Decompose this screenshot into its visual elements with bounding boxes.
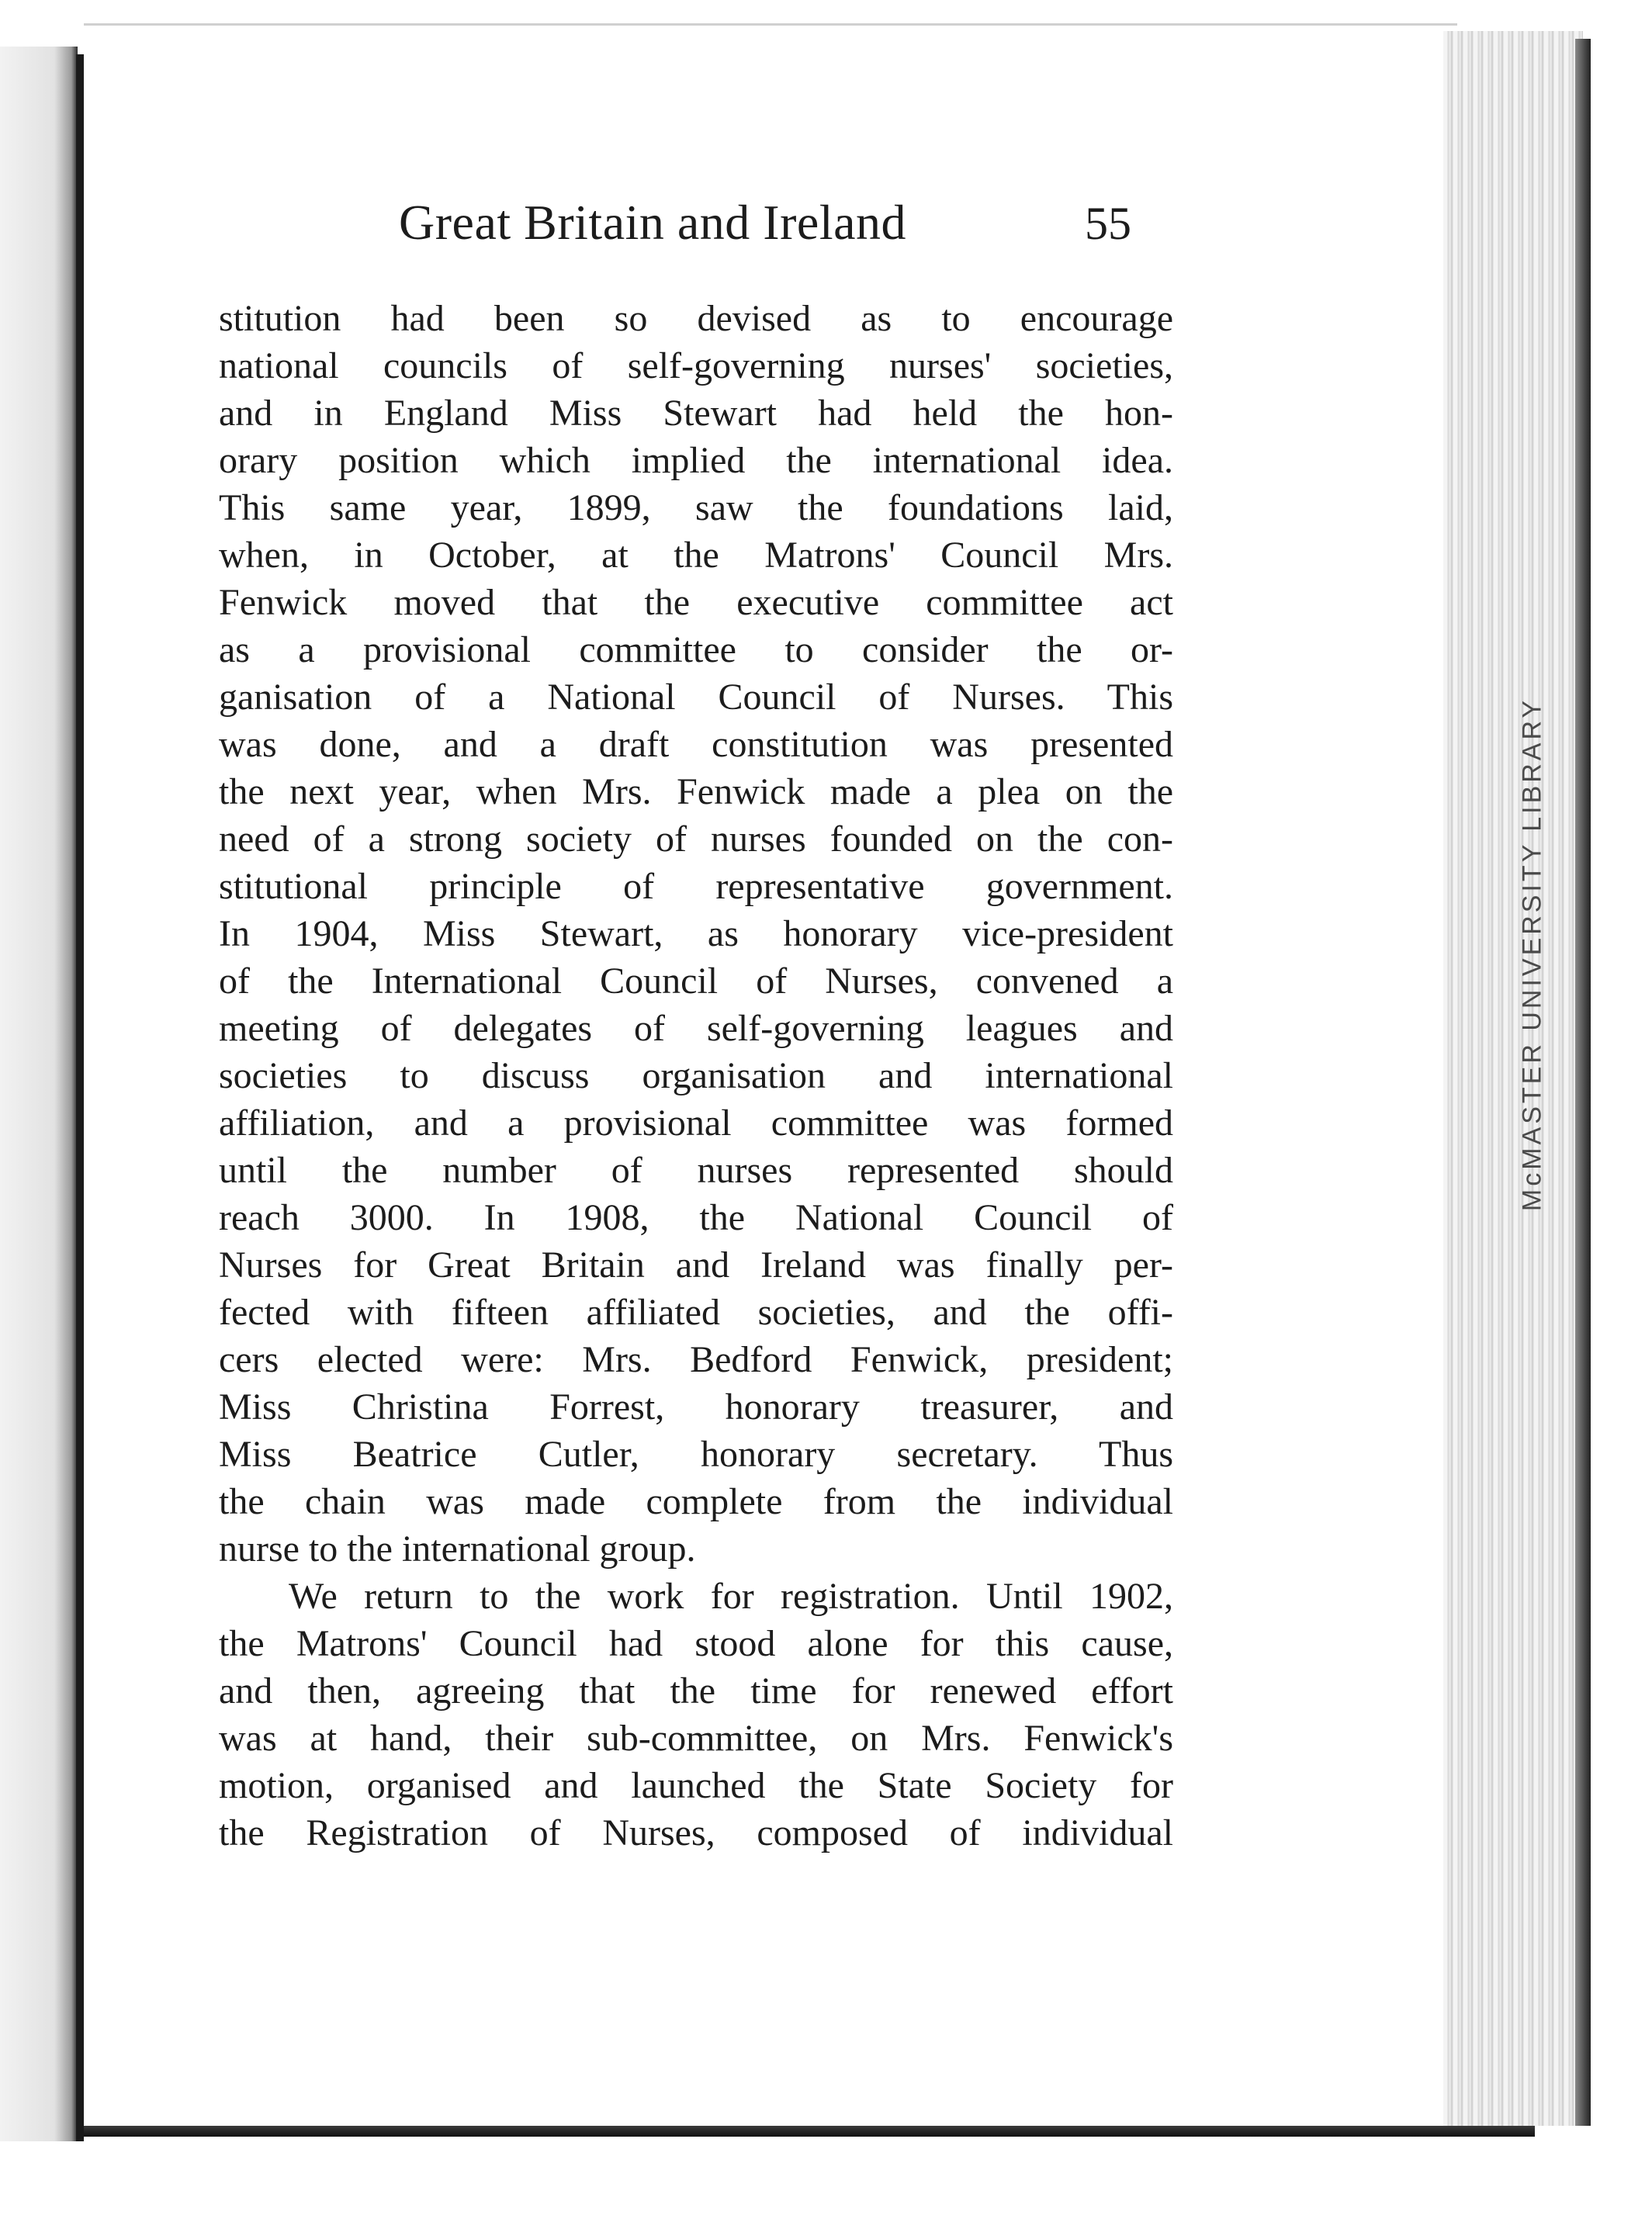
text-line: stitutional principle of representative government.: [219, 866, 1173, 907]
body-text: [219, 295, 1173, 1857]
text-line: of the International Council of Nurses, convened a: [219, 960, 1173, 1002]
page-number: 55: [1085, 198, 1131, 249]
text-line: nurse to the international group.: [219, 1528, 696, 1570]
text-line: Fenwick moved that the executive committee act: [219, 582, 1173, 623]
text-line: the chain was made complete from the individual: [219, 1481, 1173, 1522]
fore-edge-shadow: [1575, 39, 1591, 2126]
text-line: This same year, 1899, saw the foundations laid,: [219, 487, 1173, 528]
text-line: societies to discuss organisation and international: [219, 1055, 1173, 1096]
previous-page-edge: [0, 47, 78, 2141]
text-line: reach 3000. In 1908, the National Council of: [219, 1197, 1173, 1238]
text-line: meeting of delegates of self-governing leagues and: [219, 1008, 1173, 1049]
text-line: was at hand, their sub-committee, on Mrs. Fenwick's: [219, 1718, 1173, 1759]
text-line: Miss Beatrice Cutler, honorary secretary. Thus: [219, 1434, 1173, 1475]
text-line: Nurses for Great Britain and Ireland was finally per-: [219, 1244, 1173, 1286]
library-stamp-text: McMASTER UNIVERSITY LIBRARY: [1517, 697, 1547, 1212]
text-line: the Registration of Nurses, composed of individual: [219, 1812, 1173, 1853]
text-line: cers elected were: Mrs. Bedford Fenwick, president;: [219, 1339, 1173, 1380]
text-line: the next year, when Mrs. Fenwick made a plea on the: [219, 771, 1173, 812]
text-line: affiliation, and a provisional committee was formed: [219, 1102, 1173, 1144]
text-line: when, in October, at the Matrons' Council Mrs.: [219, 535, 1173, 576]
text-line: until the number of nurses represented should: [219, 1150, 1173, 1191]
text-line: fected with fifteen affiliated societies, and the offi-: [219, 1292, 1173, 1333]
text-line: motion, organised and launched the State Society for: [219, 1765, 1173, 1806]
text-line: ganisation of a National Council of Nurses. This: [219, 677, 1173, 718]
text-line: was done, and a draft constitution was presented: [219, 724, 1173, 765]
text-line: In 1904, Miss Stewart, as honorary vice-president: [219, 913, 1173, 954]
book-gutter: [76, 54, 84, 2141]
running-head-title: Great Britain and Ireland: [399, 195, 906, 250]
library-stamp: [1505, 357, 1560, 1552]
text-line: Miss Christina Forrest, honorary treasurer, and: [219, 1386, 1173, 1428]
text-line: national councils of self-governing nurses' societies,: [219, 345, 1173, 386]
text-line: as a provisional committee to consider the or-: [219, 629, 1173, 670]
text-line: stitution had been so devised as to encourage: [219, 298, 1173, 339]
text-line: need of a strong society of nurses founded on the con-: [219, 819, 1173, 860]
text-line: and then, agreeing that the time for renewed effort: [219, 1670, 1173, 1711]
page-bottom-edge: [84, 2126, 1535, 2137]
text-line: the Matrons' Council had stood alone for this cause,: [219, 1623, 1173, 1664]
text-line: orary position which implied the international idea.: [219, 440, 1173, 481]
text-line: We return to the work for registration. Until 1902,: [289, 1576, 1173, 1617]
text-line: and in England Miss Stewart had held the hon-: [219, 393, 1173, 434]
